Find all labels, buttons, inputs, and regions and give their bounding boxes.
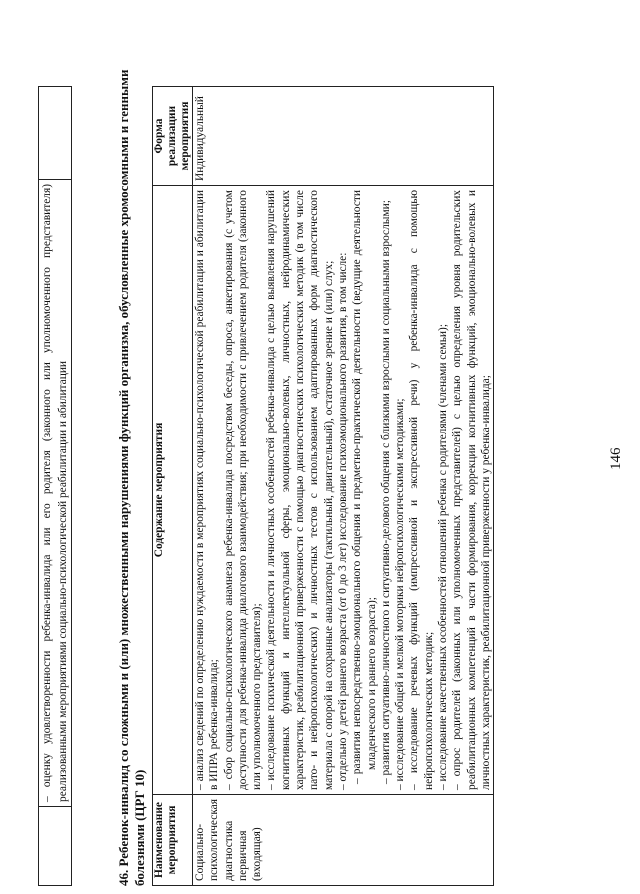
measure-content xyxy=(193,186,494,795)
header-name: Наименование мероприятия xyxy=(153,795,193,886)
section-heading: 46. Ребенок-инвалид со сложными и (или) множественными нарушениями функций организма, обусловленные хромосомными и генными болезнями (ЦРГ 10) xyxy=(116,69,147,886)
page-number: 146 xyxy=(608,447,624,470)
list-item: – исследование качественных особенностей отношений ребенка с родителями (членами семьи); xyxy=(437,324,450,790)
list-item: – сбор социально-психологического анамнеза ребенка-инвалида посредством беседы, опроса, анкетирования (с учетом доступности для ребенка-инвалида диалогового взаимодействия; при необходимости с привлечением родителя (законного или уполномоченного представителя); xyxy=(222,190,264,790)
list-item: – исследование общей и мелкой моторики нейропсихологическими методиками; xyxy=(394,398,407,790)
list-item: – исследование речевых функций (импрессивной и экспрессивной речи) у ребенка-инвалида с помощью нейропсихологических методик; xyxy=(408,190,435,790)
sub-list-item: – развития непосредственно-эмоционального общения и предметно-практической деятельности (ведущие деятельности младенческого и раннего возраста); xyxy=(351,190,378,784)
table-row xyxy=(193,87,494,886)
table-header-row xyxy=(153,87,193,886)
measure-name: Социально-психологическая диагностика первичная (входящая) xyxy=(193,795,494,886)
header-content: Содержание мероприятия xyxy=(153,186,193,795)
table-row xyxy=(39,87,72,886)
continuation-text: – оценку удовлетворенности ребенка-инвалида или его родителя (законного или уполномоченного представителя) реализованными мероприятиями социально-психологической реабилитации и абилитации xyxy=(39,180,72,807)
list-item: – отдельно у детей раннего возраста (от 0 до 3 лет) исследование психоэмоционального развития, в том числе: xyxy=(336,252,349,790)
continuation-table xyxy=(38,86,72,886)
list-item: – опрос родителей (законных или уполномоченных представителей) с целью определения уровня родительских реабилитационных компетенций в части формирования, коррекции когнитивных функций, эмоционально-волевых и личностных характеристик, реабилитационной приверженности у ребенка-инвалида; xyxy=(451,190,492,790)
empty-form-cell xyxy=(39,87,72,180)
list-item: – исследование психической деятельности и личностных особенностей ребенка-инвалида с целью выявления нарушений когнитивных функций и интеллектуальной сферы, эмоционально-волевых, личностных, нейродинамических характеристик, реабилитационной приверженности с помощью диагностических психологических методик (в том числе пато- и нейропсихологических) и личностных тестов с использованием адаптированных форм диагностического материала с опорой на сохранные анализаторы (тактильный, двигательный), остаточное зрение и (или) слух; xyxy=(265,190,335,790)
header-form: Форма реализации мероприятия xyxy=(153,87,193,186)
empty-name-cell xyxy=(39,807,72,886)
measure-form: Индивидуальный xyxy=(193,87,494,186)
list-item: – анализ сведений по определению нуждаемости в мероприятиях социально-психологической реабилитации и абилитации в ИПРА ребенка-инвалида; xyxy=(194,190,221,790)
measures-table xyxy=(152,86,494,886)
sub-list-item: – развития ситуативно-личностного и ситуативно-делового общения с близкими взрослыми и социальными взрослыми; xyxy=(379,200,392,784)
